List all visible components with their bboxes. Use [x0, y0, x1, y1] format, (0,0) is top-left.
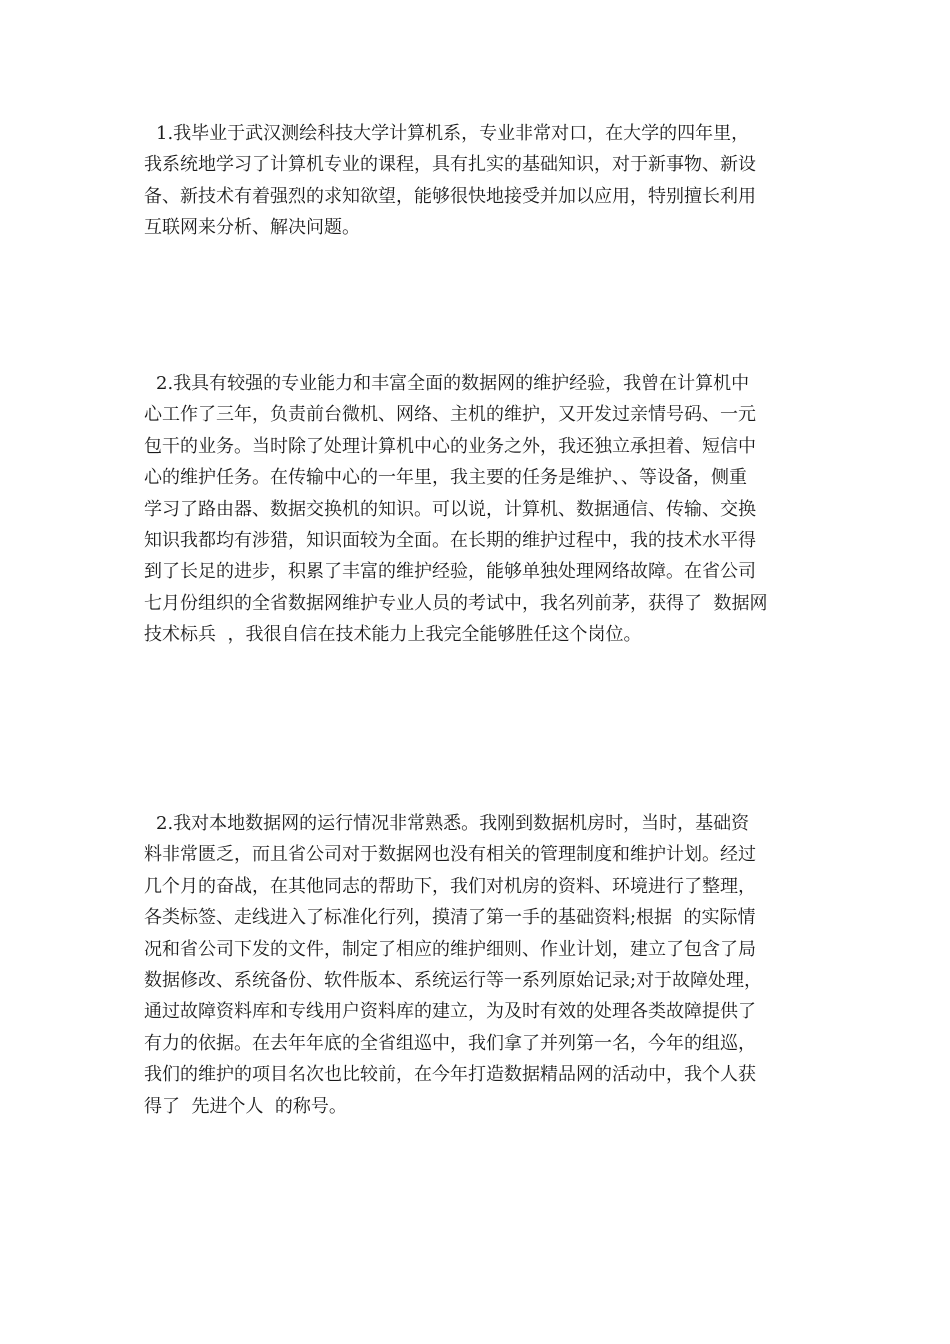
paragraph-line: 2.我对本地数据网的运行情况非常熟悉。我刚到数据机房时，当时，基础资	[156, 813, 750, 834]
paragraph-line: 备、新技术有着强烈的求知欲望，能够很快地接受并加以应用，特别擅长利用	[144, 185, 756, 207]
paragraph-line: 1.我毕业于武汉测绘科技大学计算机系，专业非常对口，在大学的四年里，	[156, 123, 750, 144]
paragraph-line: 七月份组织的全省数据网维护专业人员的考试中，我名列前茅，获得了 数据网	[144, 592, 768, 614]
paragraph-3	[144, 808, 809, 1122]
paragraph-line: 况和省公司下发的文件，制定了相应的维护细则、作业计划，建立了包含了局	[144, 938, 756, 960]
paragraph-line: 知识我都均有涉猎，知识面较为全面。在长期的维护过程中，我的技术水平得	[144, 530, 756, 552]
paragraph-line: 包干的业务。当时除了处理计算机中心的业务之外，我还独立承担着、短信中	[144, 435, 756, 457]
paragraph-line: 到了长足的进步，积累了丰富的维护经验，能够单独处理网络故障。在省公司	[144, 561, 756, 583]
paragraph-line: 数据修改、系统备份、软件版本、系统运行等一系列原始记录;对于故障处理，	[144, 970, 763, 992]
paragraph-line: 2.我具有较强的专业能力和丰富全面的数据网的维护经验，我曾在计算机中	[156, 373, 750, 394]
paragraph-line: 得了 先进个人 的称号。	[144, 1095, 347, 1117]
paragraph-line: 几个月的奋战，在其他同志的帮助下，我们对机房的资料、环境进行了整理，	[144, 875, 756, 897]
paragraph-line: 我们的维护的项目名次也比较前，在今年打造数据精品网的活动中，我个人获	[144, 1064, 756, 1086]
paragraph-line: 心工作了三年，负责前台微机、网络、主机的维护，又开发过亲情号码、一元	[144, 404, 756, 426]
paragraph-line: 心的维护任务。在传输中心的一年里，我主要的任务是维护、、等设备，侧重	[144, 467, 747, 489]
paragraph-line: 互联网来分析、解决问题。	[144, 217, 360, 239]
paragraph-line: 学习了路由器、数据交换机的知识。可以说，计算机、数据通信、传输、交换	[144, 498, 756, 520]
paragraph-line: 料非常匮乏，而且省公司对于数据网也没有相关的管理制度和维护计划。经过	[144, 844, 756, 866]
paragraph-line: 各类标签、走线进入了标准化行列，摸清了第一手的基础资料;根据 的实际情	[144, 907, 756, 929]
paragraph-2	[144, 368, 809, 651]
paragraph-line: 我系统地学习了计算机专业的课程，具有扎实的基础知识，对于新事物、新设	[144, 154, 756, 176]
paragraph-line: 技术标兵 ，我很自信在技术能力上我完全能够胜任这个岗位。	[144, 624, 642, 646]
paragraph-line: 有力的依据。在去年年底的全省组巡中，我们拿了并列第一名，今年的组巡，	[144, 1032, 756, 1054]
paragraph-1	[144, 118, 809, 244]
paragraph-line: 通过故障资料库和专线用户资料库的建立，为及时有效的处理各类故障提供了	[144, 1001, 756, 1023]
